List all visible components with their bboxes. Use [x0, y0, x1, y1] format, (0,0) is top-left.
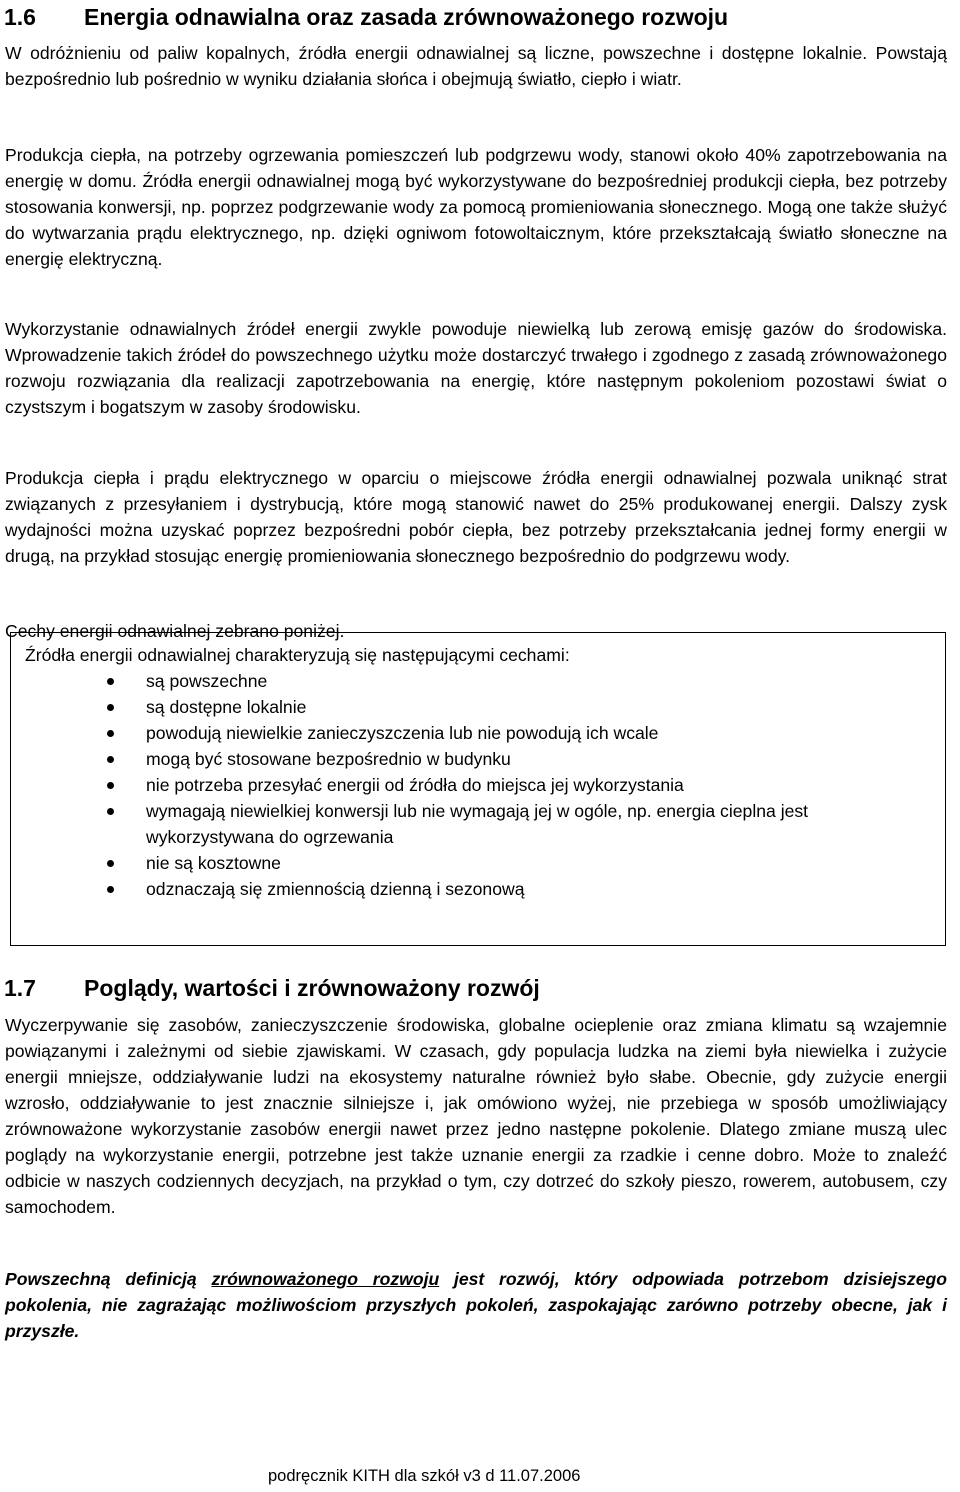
bullet-icon [107, 730, 114, 737]
bullet-icon [107, 678, 114, 685]
section-number: 1.7 [4, 975, 36, 1001]
list-item: mogą być stosowane bezpośrednio w budynku [11, 746, 936, 772]
bullet-icon [107, 756, 114, 763]
definition-paragraph: Powszechną definicją zrównoważonego rozwoju jest rozwój, który odpowiada potrzebom dzisiejszego pokolenia, nie zagrażając możliwościom przyszłych pokoleń, zaspokajając zarówno potrzeby obecne, jak i przyszłe. [5, 1269, 947, 1341]
features-list [11, 668, 941, 902]
bullet-icon [107, 704, 114, 711]
paragraph-emissions: Wykorzystanie odnawialnych źródeł energii zwykle powoduje niewielką lub zerową emisję gazów do środowiska. Wprowadzenie takich źródeł do powszechnego użytku może dostarczyć trwałego i zgodnego z zasadą zrównoważonego rozwoju rozwiązania dla realizacji zapotrzebowania na energię, które następnym pokoleniom pozostawi świat o czystszym i bogatszym w zasoby środowisku. [5, 319, 947, 417]
list-item: nie potrzeba przesyłać energii od źródła do miejsca jej wykorzystania [11, 772, 936, 798]
bullet-icon [107, 886, 114, 893]
paragraph-heat-production: Produkcja ciepła, na potrzeby ogrzewania pomieszczeń lub podgrzewu wody, stanowi około 40% zapotrzebowania na energię w domu. Źródła energii odnawialnej mogą być wykorzystywane do bezpośredniej produkcji ciepła, bez potrzeby stosowania konwersji, np. poprzez podgrzewanie wody za pomocą promieniowania słonecznego. Mogą one także służyć do wytwarzania prądu elektrycznego, np. dzięki ogniwom fotowoltaicznym, które przekształcają światło słoneczne na energię elektryczną. [5, 145, 947, 269]
bullet-icon [107, 782, 114, 789]
bullet-icon [107, 808, 114, 815]
page-footer: podręcznik KITH dla szkół v3 d 11.07.2006 [268, 1467, 581, 1485]
list-item: są powszechne [11, 668, 936, 694]
section-title: Energia odnawialna oraz zasada zrównoważonego rozwoju [84, 4, 729, 30]
list-item: nie są kosztowne [11, 850, 936, 876]
section-title: Poglądy, wartości i zrównoważony rozwój [84, 975, 540, 1001]
list-item: wymagają niewielkiej konwersji lub nie wymagają jej w ogóle, np. energia cieplna jest wykorzystywana do ogrzewania [11, 798, 936, 850]
list-item: są dostępne lokalnie [11, 694, 936, 720]
features-box [10, 632, 946, 946]
paragraph-views-values: Wyczerpywanie się zasobów, zanieczyszczenie środowiska, globalne ocieplenie oraz zmiana klimatu są wzajemnie powiązanymi i zależnymi od siebie zjawiskami. W czasach, gdy populacja ludzka na ziemi była niewielka i zużycie energii mniejsze, oddziaływanie ludzi na ekosystemy naturalne również było słabe. Obecnie, gdy zużycie energii wzrosło, oddziaływanie to jest znacznie silniejsze i, jak omówiono wyżej, nie przebiega w sposób umożliwiający zrównoważone wykorzystanie zasobów energii nawet przez jedno następne pokolenie. Dlatego zmiane muszą ulec poglądy na wykorzystanie energii, potrzebne jest także uznanie energii za rzadkie i cenne dobro. Może to znaleźć odbicie w naszych codziennych decyzjach, na przykład o tym, czy dotrzeć do szkoły pieszo, rowerem, autobusem, czy samochodem. [5, 1015, 947, 1217]
section-number: 1.6 [4, 4, 36, 30]
section-heading-1-7 [4, 974, 540, 1002]
underlined-term: zrównoważonego rozwoju [211, 1269, 440, 1289]
list-item: odznaczają się zmiennością dzienną i sezonową [11, 876, 936, 902]
paragraph-local-production: Produkcja ciepła i prądu elektrycznego w oparciu o miejscowe źródła energii odnawialnej pozwala uniknąć strat związanych z przesyłaniem i dystrybucją, które mogą stanowić nawet do 25% produkowanej energii. Dalszy zysk wydajności można uzyskać poprzez bezpośredni pobór ciepła, bez potrzeby przekształcania jednej formy energii w drugą, na przykład stosując energię promieniowania słonecznego bezpośrednio do podgrzewu wody. [5, 468, 947, 566]
features-box-title: Źródła energii odnawialnej charakteryzują się następującymi cechami: [25, 645, 570, 665]
list-item: powodują niewielkie zanieczyszczenia lub nie powodują ich wcale [11, 720, 936, 746]
bullet-icon [107, 860, 114, 867]
paragraph-features-intro: Cechy energii odnawialnej zebrano poniżej. [5, 621, 345, 641]
paragraph-intro: W odróżnieniu od paliw kopalnych, źródła energii odnawialnej są liczne, powszechne i dostępne lokalnie. Powstają bezpośrednio lub pośrednio w wyniku działania słońca i obejmują światło, ciepło i wiatr. [5, 43, 947, 89]
section-heading-1-6 [4, 3, 728, 31]
